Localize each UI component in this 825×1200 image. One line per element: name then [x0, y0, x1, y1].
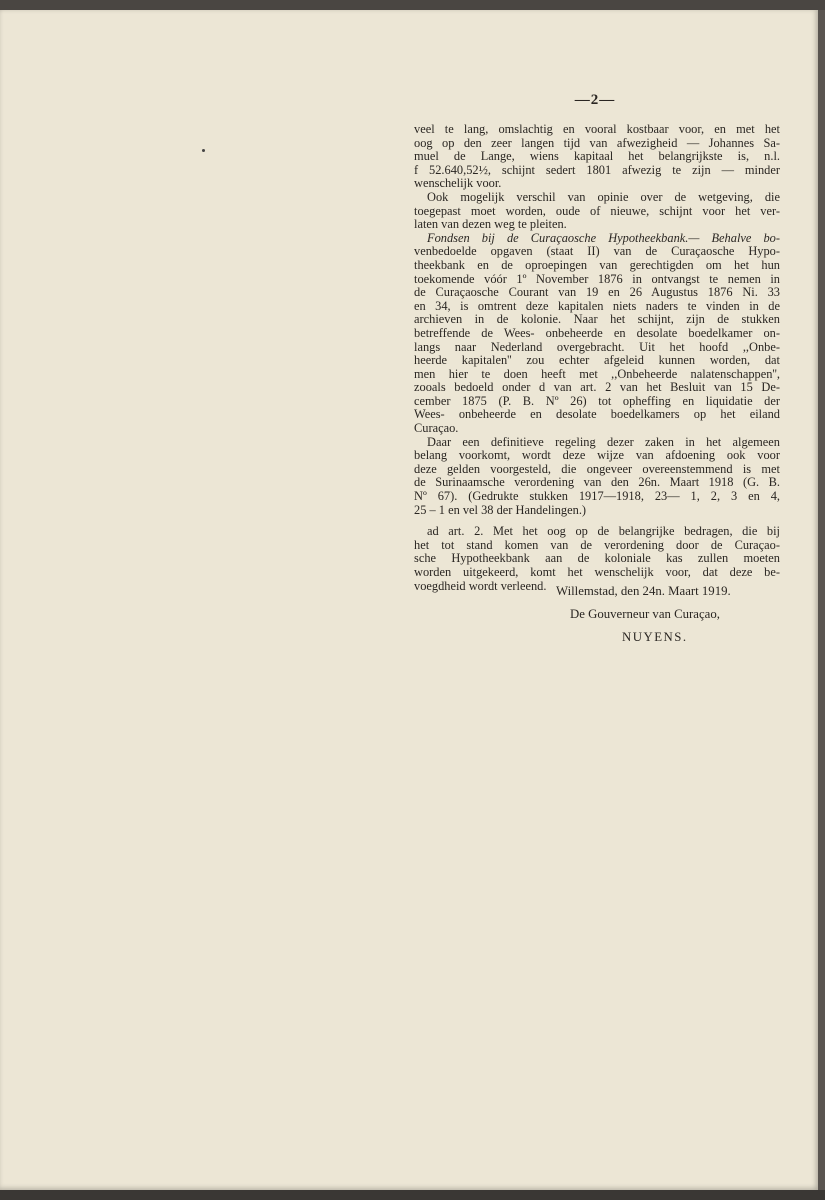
text-line: voegdheid wordt verleend.	[414, 578, 547, 593]
text-line: de Surinaamsche verordening van den 26n. Maart 1918 (G. B.	[414, 475, 780, 490]
text-line: veel te lang, omslachtig en vooral kostbaar voor, en met het	[414, 122, 780, 136]
scan-bottom-edge	[0, 1190, 825, 1200]
text-line: toegepast moet worden, oude of nieuwe, schijnt voor het ver-	[414, 203, 780, 218]
page-number: —2—	[574, 92, 616, 108]
text-line: het tot stand komen van de verordening door de Curaçao-	[414, 537, 780, 552]
text-line: belang voorkomt, wordt deze wijze van afdoening ook voor	[414, 448, 780, 463]
signature-name: NUYENS.	[622, 630, 688, 644]
text-line: worden uitgekeerd, komt het wenschelijk voor, dat deze be-	[414, 565, 780, 579]
text-line: laten van dezen weg te pleiten.	[414, 217, 567, 232]
body-text	[414, 123, 780, 593]
text-line: 25 – 1 en vel 38 der Handelingen.)	[414, 502, 587, 517]
scan-top-edge	[0, 0, 825, 10]
text-line: wenschelijk voor.	[414, 176, 502, 191]
text-line-ad-art: ad art. 2. Met het oog op de belangrijke bedragen, die bij	[427, 524, 780, 539]
text-line: langs naar Nederland overgebracht. Uit het hoofd ,,Onbe-	[414, 339, 780, 354]
text-line: Curaçao.	[414, 421, 459, 436]
text-line: theekbank en de oproepingen van gerechtigden om het hun	[414, 257, 780, 272]
text-line: zooals bedoeld onder d van art. 2 van het Besluit van 15 De-	[414, 380, 780, 395]
text-line: betreffende de Wees- onbeheerde en desolate boedelkamer on-	[414, 325, 780, 340]
text-line: Nº 67). (Gedrukte stukken 1917—1918, 23— 1, 2, 3 en 4,	[414, 489, 780, 504]
text-line: cember 1875 (P. B. Nº 26) tot opheffing en liquidatie der	[414, 393, 780, 408]
signature-title: De Gouverneur van Curaçao,	[570, 607, 720, 621]
text-line: archieven in de kolonie. Naar het schijnt, zijn de stukken	[414, 312, 780, 327]
text-line: men hier te doen heeft met ,,Onbeheerde nalatenschappen'',	[414, 366, 780, 381]
text-line: Ook mogelijk verschil van opinie over de wetgeving, die	[427, 189, 780, 204]
text-line: heerde kapitalen'' zou echter afgeleid kunnen worden, dat	[414, 353, 780, 368]
text-line: en 34, is omtrent deze kapitalen niets naders te vinden in de	[414, 298, 780, 313]
text-line: de Curaçaosche Courant van 19 en 26 Augustus 1876 Ni. 33	[414, 285, 780, 300]
text-line: f 52.640,52½, schijnt sedert 1801 afwezig te zijn — minder	[414, 162, 780, 177]
text-line: sche Hypotheekbank aan de koloniale kas zullen moeten	[414, 551, 780, 566]
text-line: Daar een definitieve regeling dezer zaken in het algemeen	[427, 434, 780, 449]
text-line: Wees- onbeheerde en desolate boedelkamers op het eiland	[414, 407, 780, 422]
text-line: venbedoelde opgaven (staat II) van de Curaçaosche Hypo-	[414, 244, 780, 259]
section-heading-fondsen: Fondsen bij de Curaçaosche Hypotheekbank.— Behalve bo-	[427, 230, 780, 245]
text-line: muel de Lange, wiens kapitaal het belangrijkste is, n.l.	[414, 149, 780, 164]
scan-right-edge	[818, 10, 825, 1190]
text-line: deze gelden voorgesteld, die ongeveer overeenstemmend is met	[414, 461, 780, 476]
text-line: oog op den zeer langen tijd van afwezigheid — Johannes Sa-	[414, 135, 780, 150]
paper-speck	[202, 149, 205, 152]
text-line-fondsen	[414, 232, 780, 246]
text-line: toekomende vóór 1º November 1876 in ontvangst te nemen in	[414, 271, 780, 286]
signature-date: Willemstad, den 24n. Maart 1919.	[556, 584, 731, 598]
